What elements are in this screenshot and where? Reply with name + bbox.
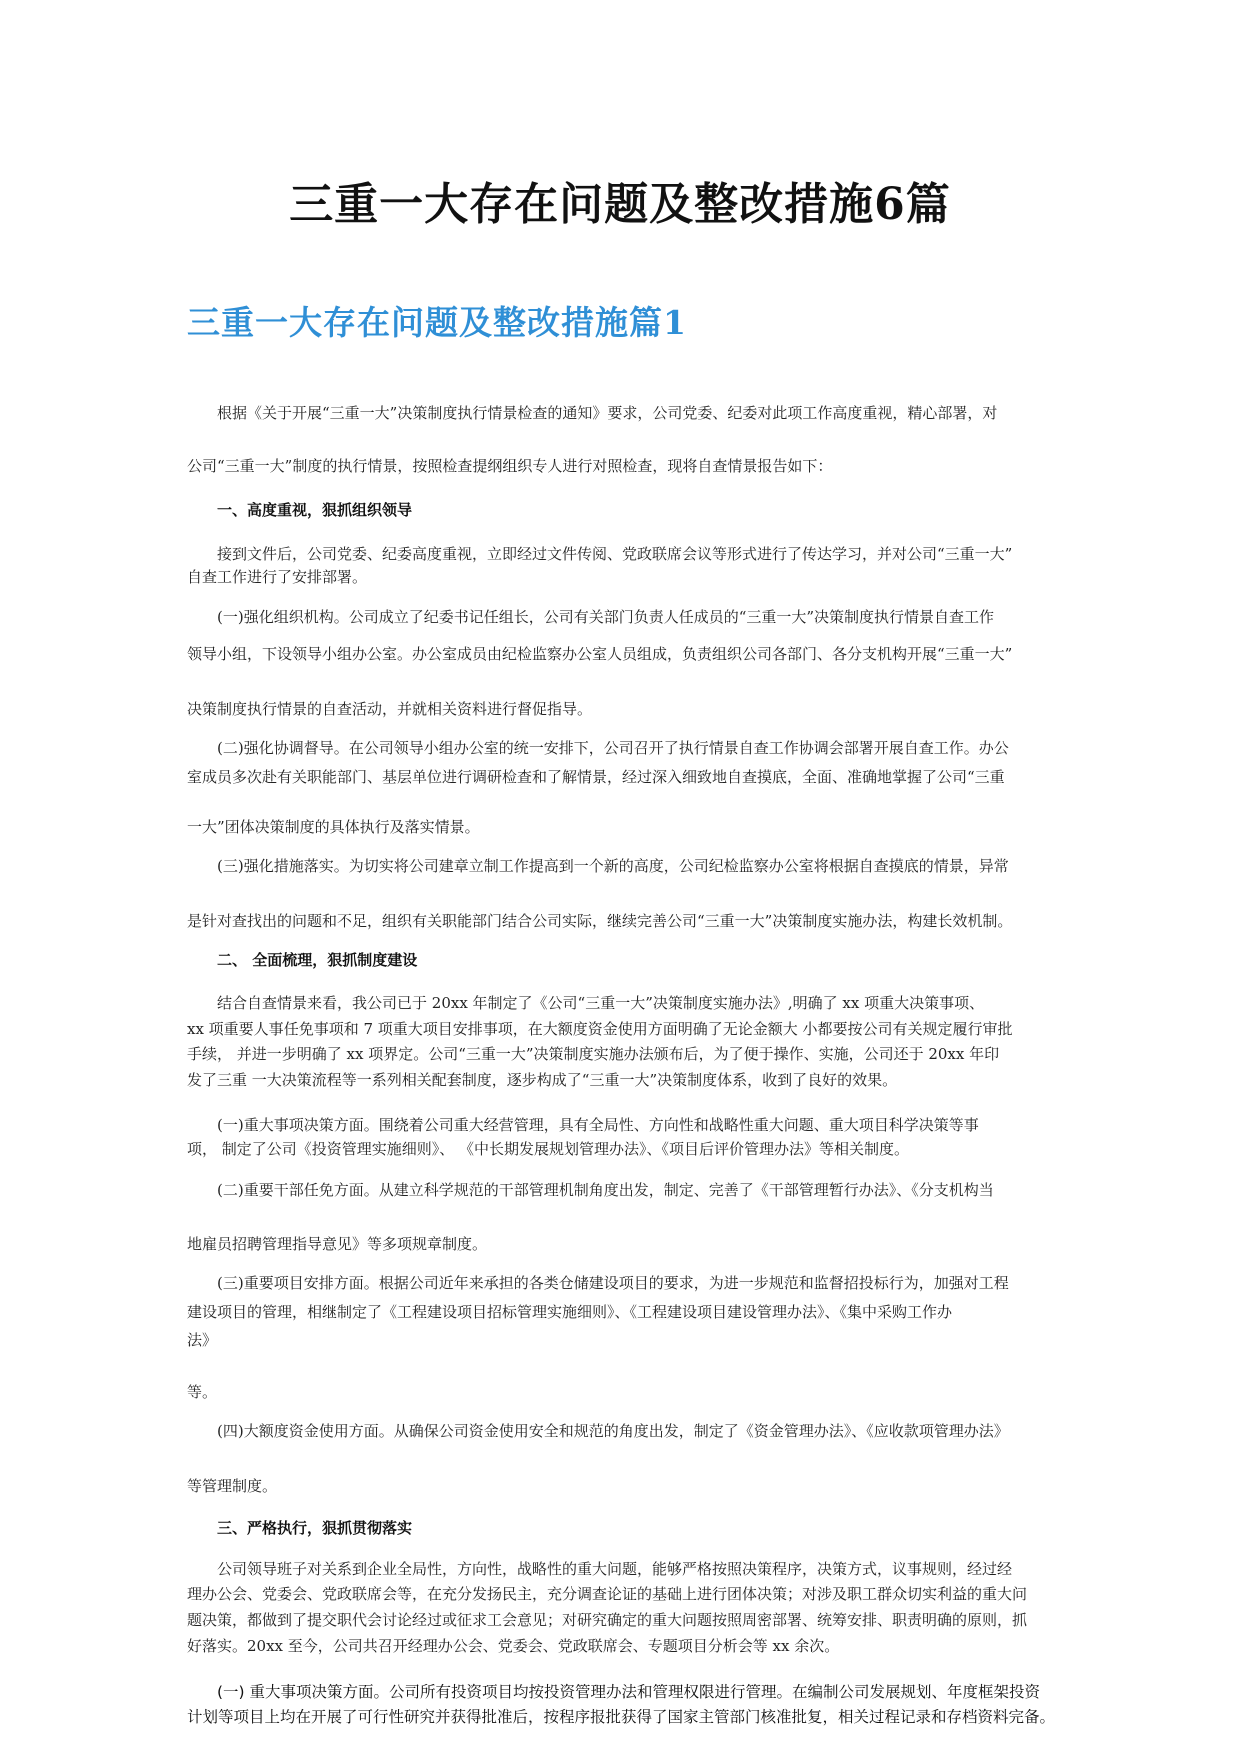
part2-p5-line-1: (四)大额度资金使用方面。从确保公司资金使用安全和规范的角度出发，制定了《资金管理办法》、《应收款项管理办法》 — [217, 1422, 1009, 1440]
document-title: 三重一大存在问题及整改措施6篇 — [289, 179, 951, 230]
part1-p2-line-3: 决策制度执行情景的自查活动，并就相关资料进行督促指导。 — [187, 700, 593, 718]
part2-p4-line-1: (三)重要项目安排方面。根据公司近年来承担的各类仓储建设项目的要求，为进一步规范和监督招投标行为，加强对工程 — [217, 1274, 1009, 1292]
part1-p3-line-2: 室成员多次赴有关职能部门、基层单位进行调研检查和了解情景，经过深入细致地自查摸底，全面、准确地掌握了公司“三重 — [187, 768, 1005, 786]
part1-p3-line-1: (二)强化协调督导。在公司领导小组办公室的统一安排下，公司召开了执行情景自查工作协调会部署开展自查工作。办公 — [217, 739, 1009, 757]
part2-p1-line-1: 结合自查情景来看，我公司已于 20xx 年制定了《公司“三重一大”决策制度实施办法》,明确了 xx 项重大决策事项、 — [217, 994, 985, 1012]
part1-p4-line-1: (三)强化措施落实。为切实将公司建章立制工作提高到一个新的高度，公司纪检监察办公室将根据自查摸底的情景，异常 — [217, 857, 1009, 875]
part3-p1-line-3: 题决策，都做到了提交职代会讨论经过或征求工会意见；对研究确定的重大问题按照周密部署、统筹安排、职责明确的原则，抓 — [187, 1611, 1028, 1629]
part2-p2-line-2: 项， 制定了公司《投资管理实施细则》、 《中长期发展规划管理办法》、《项目后评价管理办法》等相关制度。 — [187, 1140, 910, 1158]
part2-p1-line-3: 手续， 并进一步明确了 xx 项界定。公司“三重一大”决策制度实施办法颁布后，为了便于操作、实施，公司还于 20xx 年印 — [187, 1045, 1000, 1063]
intro-line-2: 公司“三重一大”制度的执行情景，按照检查提纲组织专人进行对照检查，现将自查情景报告如下： — [187, 457, 833, 475]
part2-p1-line-2: xx 项重要人事任免事项和 7 项重大项目安排事项，在大额度资金使用方面明确了无论金额大 小都要按公司有关规定履行审批 — [187, 1020, 1013, 1038]
part3-p1-line-1: 公司领导班子对关系到企业全局性，方向性，战略性的重大问题，能够严格按照决策程序，决策方式，议事规则，经过经 — [217, 1560, 1013, 1578]
part2-p1-line-4: 发了三重 一大决策流程等一系列相关配套制度，逐步构成了“三重一大”决策制度体系，收到了良好的效果。 — [187, 1071, 898, 1089]
part2-p2-line-1: (一)重大事项决策方面。围绕着公司重大经营管理，具有全局性、方向性和战略性重大问题、重大项目科学决策等事 — [217, 1116, 979, 1134]
part2-heading: 二、 全面梳理，狠抓制度建设 — [217, 951, 418, 969]
part3-p2-line-1: (一) 重大事项决策方面。公司所有投资项目均按投资管理办法和管理权限进行管理。在编制公司发展规划、年度框架投资 — [217, 1683, 1041, 1701]
part2-p4-line-3: 法》 — [187, 1331, 218, 1349]
part1-p1-line-1: 接到文件后，公司党委、纪委高度重视，立即经过文件传阅、党政联席会议等形式进行了传达学习，并对公司“三重一大” — [217, 545, 1013, 563]
part1-heading: 一、高度重视，狠抓组织领导 — [217, 501, 413, 519]
part1-p1-line-2: 自查工作进行了安排部署。 — [187, 568, 368, 586]
part2-p3-line-2: 地雇员招聘管理指导意见》等多项规章制度。 — [187, 1235, 488, 1253]
part1-p2-line-2: 领导小组，下设领导小组办公室。办公室成员由纪检监察办公室人员组成，负责组织公司各部门、各分支机构开展“三重一大” — [187, 645, 1013, 663]
part1-p4-line-2: 是针对查找出的问题和不足，组织有关职能部门结合公司实际，继续完善公司“三重一大”决策制度实施办法，构建长效机制。 — [187, 912, 1013, 930]
part1-p3-line-3: 一大”团体决策制度的具体执行及落实情景。 — [187, 818, 480, 836]
part2-p4-line-4: 等。 — [187, 1383, 218, 1401]
part2-p3-line-1: (二)重要干部任免方面。从建立科学规范的干部管理机制角度出发，制定、完善了《干部管理暂行办法》、《分支机构当 — [217, 1181, 994, 1199]
part2-p4-line-2: 建设项目的管理，相继制定了《工程建设项目招标管理实施细则》、《工程建设项目建设管理办法》、《集中采购工作办 — [187, 1303, 953, 1321]
part1-p2-line-1: (一)强化组织机构。公司成立了纪委书记任组长，公司有关部门负责人任成员的“三重一大”决策制度执行情景自查工作 — [217, 608, 995, 626]
intro-line-1: 根据《关于开展“三重一大”决策制度执行情景检查的通知》要求，公司党委、纪委对此项工作高度重视，精心部署，对 — [217, 404, 998, 422]
part3-heading: 三、严格执行，狠抓贯彻落实 — [217, 1519, 413, 1537]
part2-p5-line-2: 等管理制度。 — [187, 1477, 278, 1495]
section-heading: 三重一大存在问题及整改措施篇1 — [187, 303, 687, 342]
part3-p1-line-4: 好落实。20xx 至今，公司共召开经理办公会、党委会、党政联席会、专题项目分析会等 xx 余次。 — [187, 1637, 840, 1655]
part3-p2-line-2: 计划等项目上均在开展了可行性研究并获得批准后，按程序报批获得了国家主管部门核准批复，相关过程记录和存档资料完备。 — [187, 1708, 1056, 1726]
part3-p1-line-2: 理办公会、党委会、党政联席会等，在充分发扬民主，充分调查论证的基础上进行团体决策；对涉及职工群众切实利益的重大问 — [187, 1585, 1028, 1603]
